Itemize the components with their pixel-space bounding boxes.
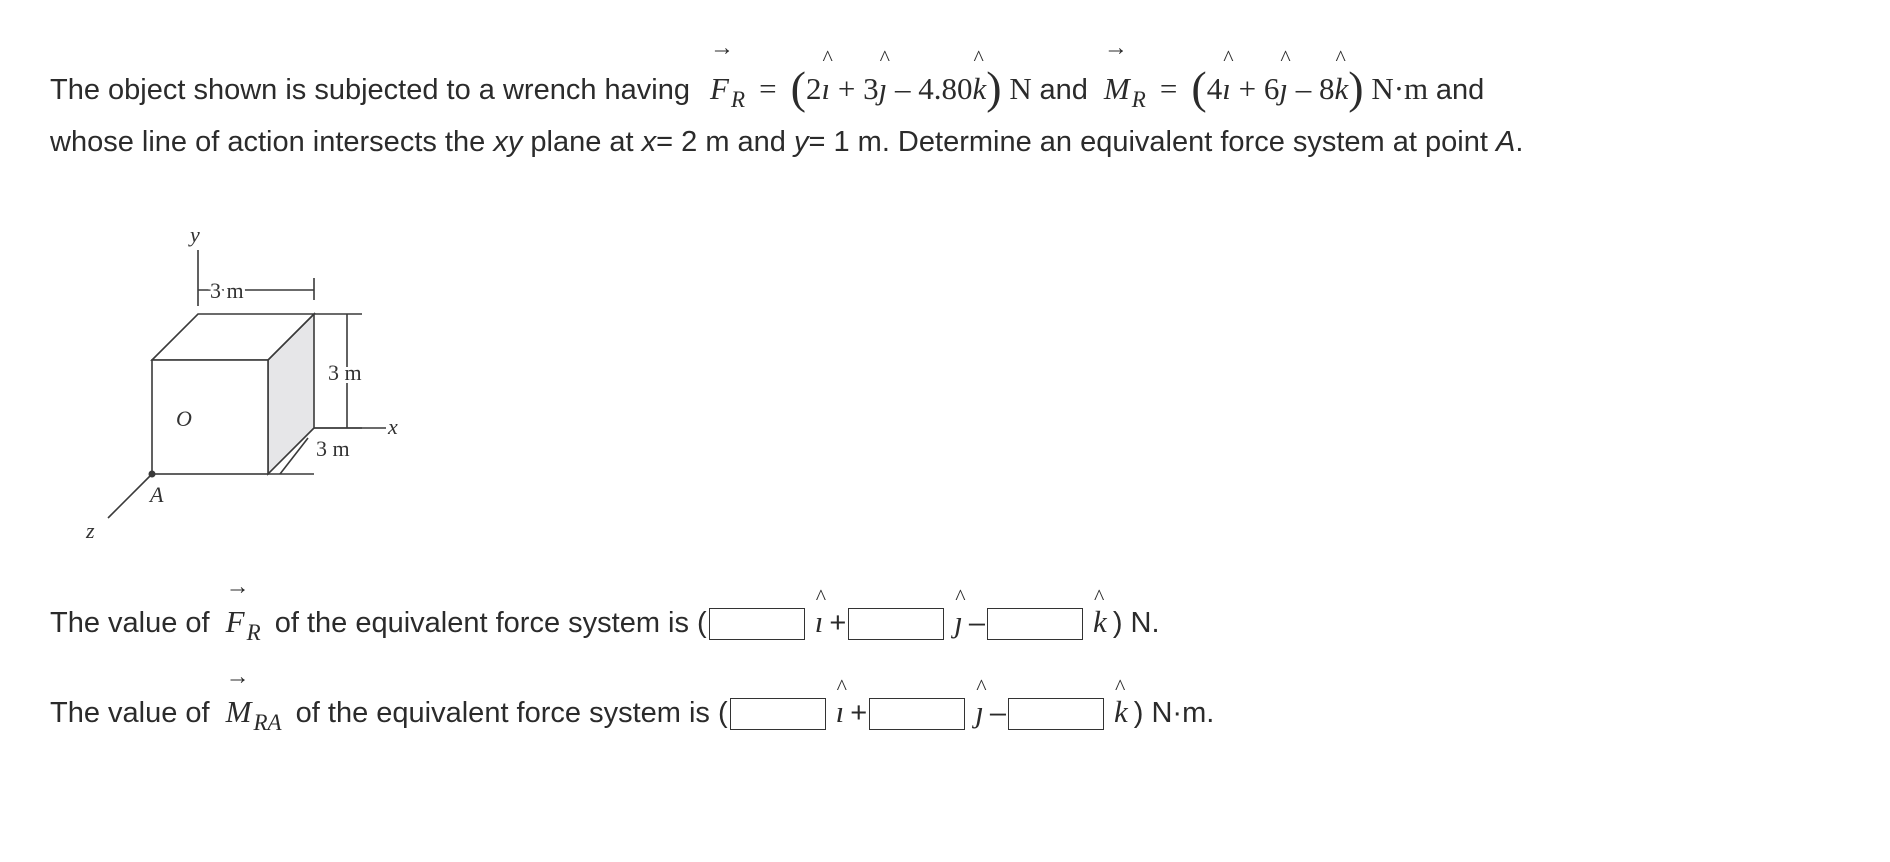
- mra-i-input[interactable]: [730, 698, 826, 730]
- z-axis-line: [108, 474, 152, 518]
- fr-expression: (2 ^ ı + 3 ^ ȷ – 4.80 ^ k) N: [790, 45, 1032, 113]
- j-hat-icon: ^ ȷ: [1279, 45, 1291, 106]
- dim-right-label: 3 m: [328, 360, 362, 385]
- xy-plane-label: xy: [493, 126, 523, 158]
- answer-mra-symbol: → M: [225, 664, 252, 729]
- k-hat-icon: ^ k: [1334, 45, 1349, 106]
- answer-mra-line: The value of → $M_{RA}$ of the equivalent force system is ( ^ ı + ^ ȷ – ^ k ) N·m.: [50, 664, 1215, 735]
- label-a: A: [150, 482, 164, 507]
- x-variable: x: [641, 126, 657, 158]
- j-hat-icon: ^ ȷ: [975, 674, 987, 729]
- cube-front-face: [152, 360, 268, 474]
- mr-expression: (4 ^ ı + 6 ^ ȷ – 8 ^ k) N·m: [1191, 45, 1429, 113]
- vector-arrow-icon: →: [710, 35, 735, 61]
- vector-arrow-icon: →: [225, 574, 250, 600]
- dim-bottom-label: 3 m: [316, 436, 350, 461]
- fr-equals: =: [759, 71, 777, 106]
- label-z: z: [86, 518, 95, 543]
- i-hat-icon: ^ ı: [821, 45, 833, 106]
- label-x: x: [388, 414, 398, 439]
- and-text-1: and: [1039, 74, 1088, 106]
- fr-vector-symbol: → F: [710, 35, 735, 106]
- fr-i-input[interactable]: [709, 608, 805, 640]
- problem-statement: [50, 35, 1850, 168]
- point-a-marker: [149, 471, 156, 478]
- problem-intro: The object shown is subjected to a wrench having: [50, 74, 690, 106]
- fr-k-input[interactable]: [987, 608, 1083, 640]
- vector-arrow-icon: →: [1103, 35, 1128, 61]
- i-hat-icon: ^ ı: [814, 584, 827, 639]
- mra-k-input[interactable]: [1008, 698, 1104, 730]
- point-a-label: A: [1495, 126, 1516, 158]
- problem-line-2: whose line of action intersects the xy plane at x= 2 m and y= 1 m. Determine an equivalent force system at point A.: [50, 126, 1524, 158]
- j-hat-icon: ^ ȷ: [954, 584, 966, 639]
- problem-line-1: [50, 35, 1850, 117]
- label-o: O: [176, 406, 192, 431]
- cube-figure: [70, 220, 430, 550]
- mr-vector-symbol: → M: [1103, 35, 1130, 106]
- mr-equals: =: [1159, 71, 1178, 106]
- answer-fr-line: The value of → $F_R$ of the equivalent force system is ( ^ ı + ^ ȷ – ^ k ) N.: [50, 574, 1160, 645]
- y-variable: y: [793, 126, 809, 158]
- j-hat-icon: ^ ȷ: [878, 45, 890, 106]
- mr-subscript: R: [1131, 87, 1146, 112]
- mr-unit: N·m: [1371, 71, 1429, 106]
- fr-j-input[interactable]: [848, 608, 944, 640]
- and-text-2: and: [1435, 74, 1485, 106]
- k-hat-icon: ^ k: [972, 45, 987, 106]
- mra-j-input[interactable]: [869, 698, 965, 730]
- i-hat-icon: ^ ı: [835, 674, 847, 729]
- k-hat-icon: ^ k: [1113, 674, 1128, 729]
- k-hat-icon: ^ k: [1093, 584, 1107, 639]
- fr-unit: N: [1009, 71, 1032, 106]
- fr-subscript: R: [730, 87, 746, 112]
- vector-arrow-icon: →: [225, 664, 250, 690]
- answer-fr-symbol: → F: [225, 574, 250, 639]
- label-y: y: [190, 222, 200, 247]
- dim-top-label: 3 m: [210, 278, 244, 303]
- i-hat-icon: ^ ı: [1222, 45, 1234, 106]
